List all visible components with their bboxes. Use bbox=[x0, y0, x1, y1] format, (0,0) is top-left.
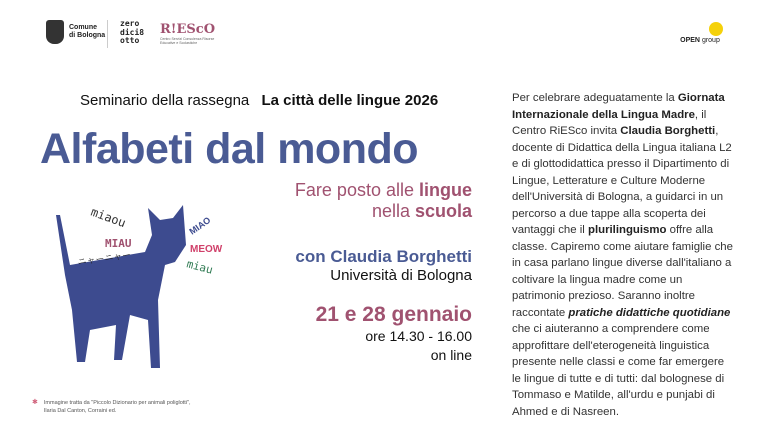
description-text: , il Centro RiESco invita bbox=[512, 108, 707, 137]
credit-line: Ilaria Dal Canton, Corraini ed. bbox=[43, 408, 117, 414]
speaker bbox=[295, 247, 472, 284]
zerodiciotto-logo bbox=[120, 20, 144, 46]
word-nyanya: ニャーニャー bbox=[76, 249, 132, 267]
word-miau: MIAU bbox=[105, 237, 132, 250]
description-text: offre alla classe. Capiremo come aiutare famiglie che in casa parlano lingue diverse dall'italiano a coltivare la lingua madre come un patrimonio prezioso. Saranno inoltre raccontate bbox=[512, 224, 733, 319]
subtitle-text: nella bbox=[371, 201, 415, 221]
open-group-logo bbox=[677, 22, 723, 44]
logo-text: group bbox=[701, 37, 720, 44]
series-prefix: Seminario della rassegna bbox=[80, 92, 250, 109]
description-text: , docente di Didattica della Lingua italiana L2 e di glottodidattica presso il Dipartimento di Lingue, Letterature e Culture Moderne dell'Università di Bologna, a guidarci in un percorso a due tappe alla scoperta dei vantaggi che il bbox=[512, 125, 732, 236]
description-text: Per celebrare adeguatamente la bbox=[512, 92, 678, 104]
logo-text: OPEN bbox=[680, 37, 700, 44]
page-title: Alfabeti dal mondo bbox=[40, 125, 418, 173]
word-meow: MEOW bbox=[190, 244, 223, 255]
crest-icon bbox=[46, 20, 64, 44]
word-miau-green: miau bbox=[185, 257, 215, 277]
logo-text: R!EScO bbox=[160, 22, 216, 37]
event-dates: 21 e 28 gennaio bbox=[315, 303, 472, 326]
logo-text: zero bbox=[120, 19, 140, 28]
logo-divider bbox=[107, 20, 108, 48]
description-text: che ci aiuteranno a comprendere come approfittare dell'eterogeneità linguistica presente nelle classi e come far emergere le lingue di tutte e di tutti: dal bolognese di Tommaso e Matilde, all'urdu e punjabi di Ahmed e di Nasreen. bbox=[512, 323, 725, 418]
logo-text: dici8 bbox=[120, 27, 145, 37]
event-info bbox=[316, 303, 472, 365]
description-highlight: pratiche didattiche quotidiane bbox=[568, 306, 731, 319]
word-miao: MIAO bbox=[187, 214, 213, 237]
subtitle-bold: lingue bbox=[419, 180, 472, 200]
speaker-name: con Claudia Borghetti bbox=[295, 247, 472, 266]
description-highlight: plurilinguismo bbox=[588, 224, 667, 236]
credit-line: Immagine tratta da "Piccolo Dizionario per animali poliglotti", bbox=[43, 400, 191, 406]
riesco-logo bbox=[160, 22, 220, 45]
description-highlight: Giornata Internazionale della Lingua Madre bbox=[512, 92, 725, 121]
event-mode: on line bbox=[430, 347, 472, 363]
comune-di-bologna-logo bbox=[46, 20, 105, 44]
series-line bbox=[80, 92, 438, 109]
event-time: ore 14.30 - 16.00 bbox=[365, 328, 472, 344]
logo-text: di Bologna bbox=[69, 32, 106, 39]
description-highlight: Claudia Borghetti bbox=[620, 125, 716, 137]
open-circle-icon bbox=[709, 22, 723, 36]
image-credit bbox=[32, 399, 191, 415]
logo-text: Comune bbox=[69, 24, 97, 31]
subtitle-bold: scuola bbox=[414, 201, 472, 221]
cat-illustration bbox=[30, 190, 240, 390]
subtitle-text: Fare posto alle bbox=[294, 180, 419, 200]
asterisk-icon: ✱ bbox=[32, 399, 38, 406]
speaker-affiliation: Università di Bologna bbox=[330, 267, 472, 284]
series-name: La città delle lingue 2026 bbox=[261, 92, 439, 109]
logo-subtitle: Centro Servizi Consulenza Risorse Educative e Scolastiche bbox=[160, 37, 215, 45]
word-miaou: miaou bbox=[88, 204, 128, 231]
subtitle bbox=[295, 180, 472, 222]
description bbox=[512, 90, 734, 420]
logo-text: otto bbox=[120, 36, 140, 45]
